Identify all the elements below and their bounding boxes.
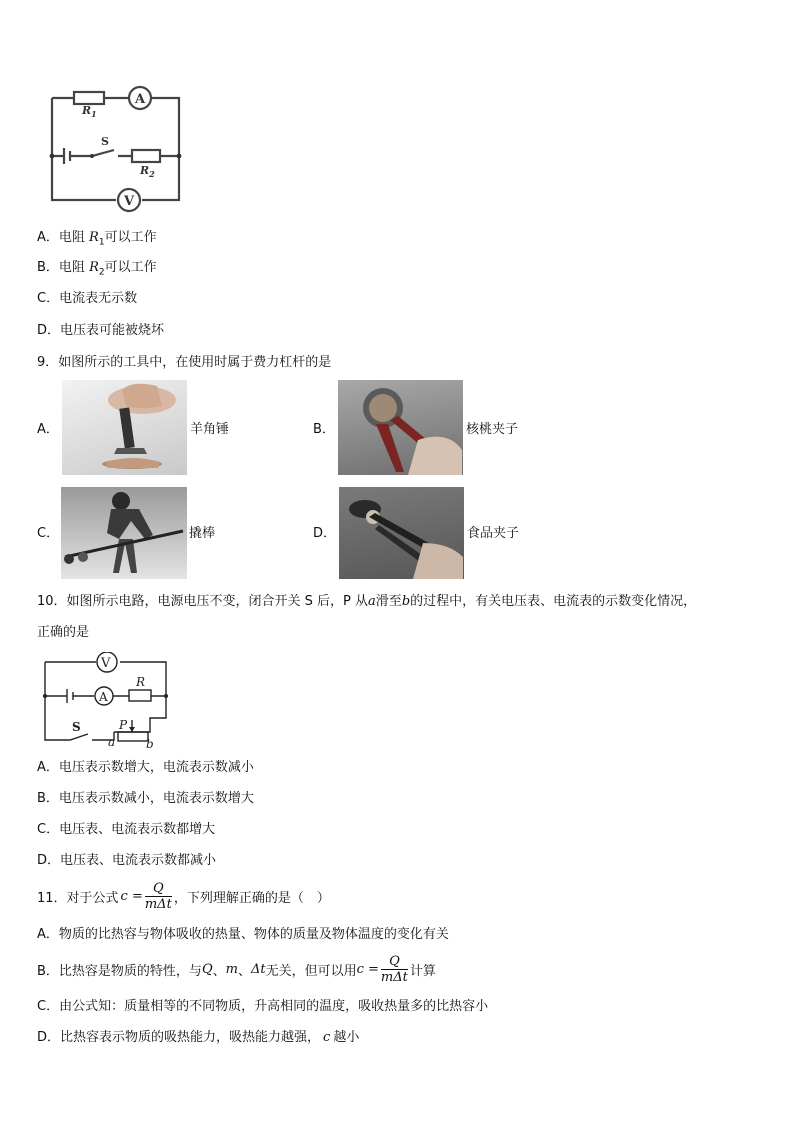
q9-option-c-letter[interactable]: C． [37,526,60,541]
q8-option-d[interactable]: D．电压表可能被烧坏 [37,323,165,338]
q8-option-c[interactable]: C．电流表无示数 [37,291,138,306]
q10-stem-line2: 正确的是 [37,625,90,640]
svg-text:a: a [108,735,116,749]
q10-option-b[interactable]: B．电压表示数减小，电流表示数增大 [37,791,254,806]
q10-option-c[interactable]: C．电压表、电流表示数都增大 [37,822,216,837]
svg-text:R1: $R_1$ [82,104,97,119]
svg-text:S: S [101,135,109,148]
q8-option-b[interactable]: B．电阻 $R_2$可以工作 [37,260,157,278]
q9-photo-food-tongs [339,487,464,579]
q11-stem: 11．对于公式 c = $\frac{Q}{\text{mΔt}}$ ，下列理解正确的是（ ） [37,880,330,912]
svg-text:b: b [146,737,154,750]
q10-option-a[interactable]: A．电压表示数增大，电流表示数减小 [37,760,254,775]
q8-circuit-diagram [44,82,189,218]
q8-resistor-r2 [132,150,160,162]
q9-caption-a: 羊角锤 [190,422,230,437]
q9-caption-d: 食品夹子 [467,526,520,541]
svg-text:V: V [124,194,135,209]
svg-text:R: R [136,675,146,689]
q11-formula-fraction: $\frac{Q}{\text{mΔt}}$ [144,880,172,912]
svg-text:S: S [72,720,81,734]
svg-text:A: A [135,92,146,107]
q9-stem: 9．如图所示的工具中，在使用时属于费力杠杆的是 [37,355,332,370]
q9-option-d-letter[interactable]: D． [313,526,337,541]
svg-text:R2: $R_2$ [140,164,155,179]
q9-option-b-letter[interactable]: B． [313,422,335,437]
q11-option-b[interactable]: B． 比热容是物质的特性，与 Q 、 m 、 Δt 无关，但可以用 c = $\frac{Q}{\text{mΔt}}$ 计算 [37,953,436,985]
q10-circuit-diagram [40,652,170,750]
q9-option-a-letter[interactable]: A． [37,422,59,437]
q9-caption-b: 核桃夹子 [466,422,519,437]
q8-option-a[interactable]: A．电阻 $R_1$可以工作 [37,230,157,248]
q9-photo-crowbar [61,487,187,579]
q11-option-d[interactable]: D．比热容表示物质的吸热能力，吸热能力越强， c 越小 [37,1030,360,1045]
q9-caption-c: 撬棒 [189,526,216,541]
q10-stem-line1: 10．如图所示电路，电源电压不变，闭合开关 S 后，P 从a滑至b的过程中，有关电压表、电流表的示数变化情况， [37,594,697,609]
q9-photo-walnut-cracker [338,380,463,475]
q11-option-a[interactable]: A．物质的比热容与物体吸收的热量、物体的质量及物体温度的变化有关 [37,927,449,942]
svg-text:V: V [101,656,111,671]
svg-text:P: P [119,718,128,732]
q11-option-c[interactable]: C．由公式知：质量相等的不同物质，升高相同的温度，吸收热量多的比热容小 [37,999,489,1014]
svg-text:A: A [99,690,108,704]
q10-option-d[interactable]: D．电压表、电流表示数都减小 [37,853,217,868]
q11-option-b-fraction: $\frac{Q}{\text{mΔt}}$ [380,953,408,985]
q8-resistor-r1 [74,92,104,104]
q9-photo-claw-hammer [62,380,187,475]
